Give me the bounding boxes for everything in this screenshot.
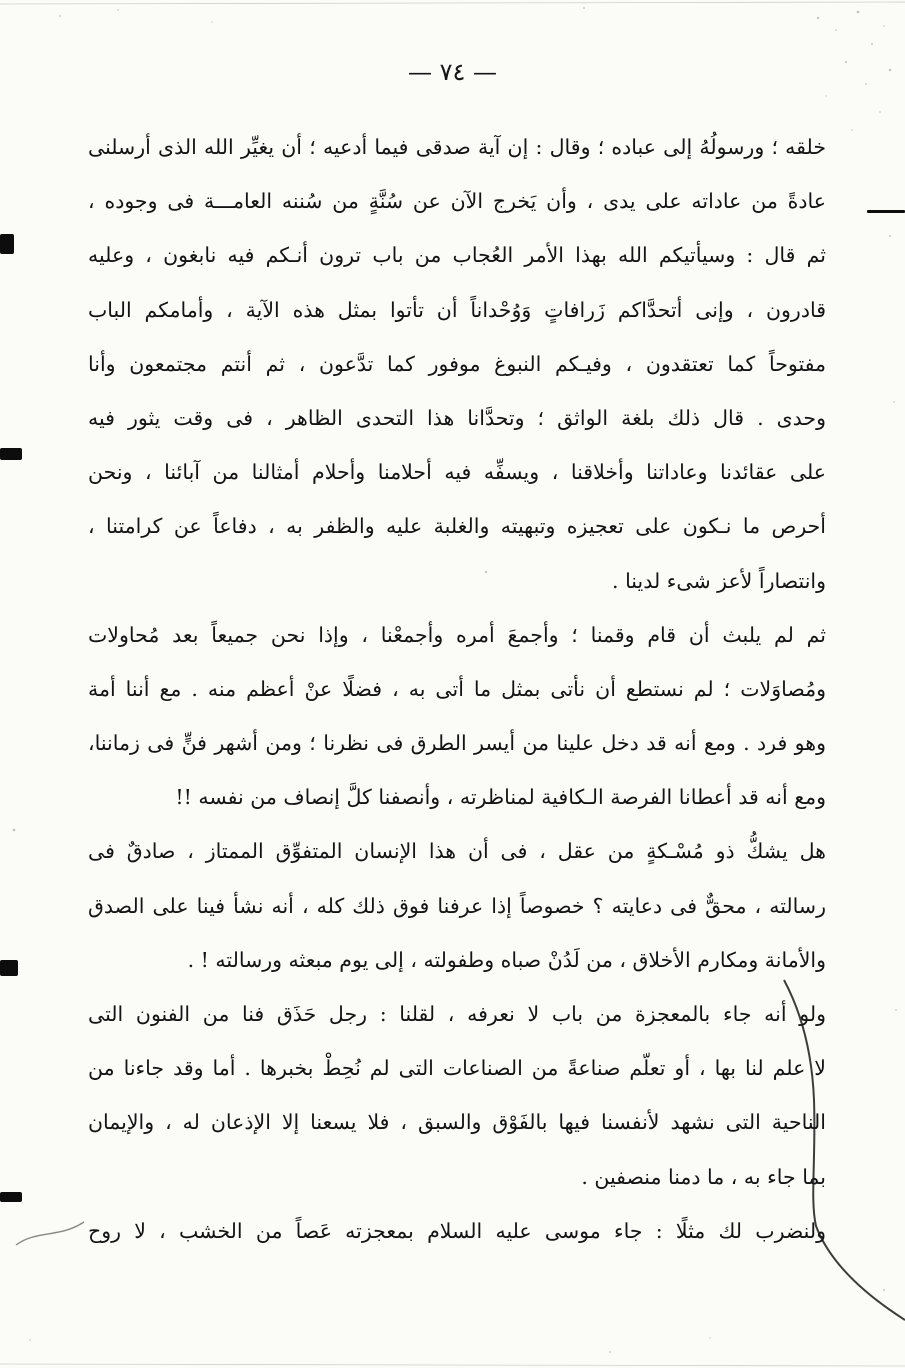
paragraph <box>88 120 826 608</box>
margin-scratch-mark <box>867 210 905 213</box>
page-number: — ٧٤ — <box>407 58 498 86</box>
text-line: أحرص ما نـكون على تعجيزه وتبهيته والغلبة عليه والظفر به ، دفاعاً عن كرامتنا ، <box>88 514 826 539</box>
text-line: قادرون ، وإنى أتحدَّاكم زَرافاتٍ وَوُحْداناً أن تأتوا بمثل هذه الآية ، وأمامكم الباب <box>88 297 826 322</box>
text-line: الناحية التى نشهد لأنفسنا فيها بالفَوْق والسبق ، فلا يسعنا إلا الإذعان له ، والإيمان <box>88 1110 826 1135</box>
text-line: لا علم لنا بها ، أو تعلّم صناعةً من الصناعات التى لم نُحِطْ بخبرها . أما وقد جاءنا من <box>88 1056 826 1081</box>
text-line: بما جاء به ، ما دمنا منصفين . <box>581 1164 826 1189</box>
margin-tab-mark <box>0 1192 22 1202</box>
paragraph <box>88 987 826 1204</box>
text-line: خلقه ؛ ورسولُهُ إلى عباده ؛ وقال : إن آية صدقى فيما أدعيه ؛ أن يغيِّر الله الذى أرسلنى <box>88 135 826 159</box>
paragraph <box>88 608 826 825</box>
margin-tab-mark <box>0 448 22 460</box>
text-line: رسالته ، محقٌّ فى دعايته ؟ خصوصاً إذا عرفنا فوق ذلك كله ، أنه نشأ فينا على الصدق <box>88 893 826 918</box>
text-line: هل يشكُّ ذو مُسْـكةٍ من عقل ، فى أن هذا الإنسان المتفوِّق الممتاز ، صادقٌ فى <box>88 839 826 864</box>
text-line: ولو أنه جاء بالمعجزة من باب لا نعرفه ، لقلنا : رجل حَذَق فنا من الفنون التى <box>88 1002 826 1026</box>
page-body <box>88 120 826 1258</box>
text-line: على عقائدنا وعاداتنا وأخلاقنا ، ويسفِّه فيه أحلامنا وأحلام أمثالنا من آبائنا ، ونحن <box>88 460 826 485</box>
text-line: والأمانة ومكارم الأخلاق ، من لَدُنْ صباه وطفولته ، إلى يوم مبعثه ورسالته ! . <box>187 947 826 972</box>
text-line: ومُصاوَلات ؛ لم نستطع أن نأتى بمثل ما أتى به ، فضلًا عنْ أعظم منه . مع أننا أمة <box>88 676 826 701</box>
margin-tab-mark <box>0 960 18 976</box>
text-line: ثم قال : وسيأتيكم الله بهذا الأمر العُجاب من باب ترون أنـكم فيه نابغون ، وعليه <box>88 243 826 268</box>
text-line: وانتصاراً لأعز شىء لدينا . <box>612 568 826 593</box>
text-line: ولنضرب لك مثلًا : جاء موسى عليه السلام بمعجزته عَصاً من الخشب ، لا روح <box>88 1218 826 1243</box>
margin-tab-mark <box>0 234 14 254</box>
text-line: مفتوحاً كما تعتقدون ، وفيـكم النبوغ موفور كما تدَّعون ، ثم أنتم مجتمعون وأنا <box>88 351 826 376</box>
text-line: عادةً من عاداته على يدى ، وأن يَخرج الآن عن سُنَّةٍ من سُننه العامـــة فى وجوده ، <box>88 189 826 214</box>
text-line: ومع أنه قد أعطانا الفرصة الـكافية لمناظرته ، وأنصفنا كلَّ إنصاف من نفسه !! <box>175 785 826 810</box>
text-line: وهو فرد . ومع أنه قد دخل علينا من أيسر الطرق فى نظرنا ؛ ومن أشهر فنٍّ فى زماننا، <box>88 731 826 756</box>
text-line: ثم لم يلبث أن قام وقمنا ؛ وأجمعَ أمره وأجمعْنا ، وإذا نحن جميعاً بعد مُحاولات <box>88 622 826 647</box>
text-line: وحدى . قال ذلك بلغة الواثق ؛ وتحدَّانا هذا التحدى الظاهر ، فى وقت يثور فيه <box>88 405 826 430</box>
paragraph <box>88 1204 826 1258</box>
paragraph <box>88 824 826 987</box>
